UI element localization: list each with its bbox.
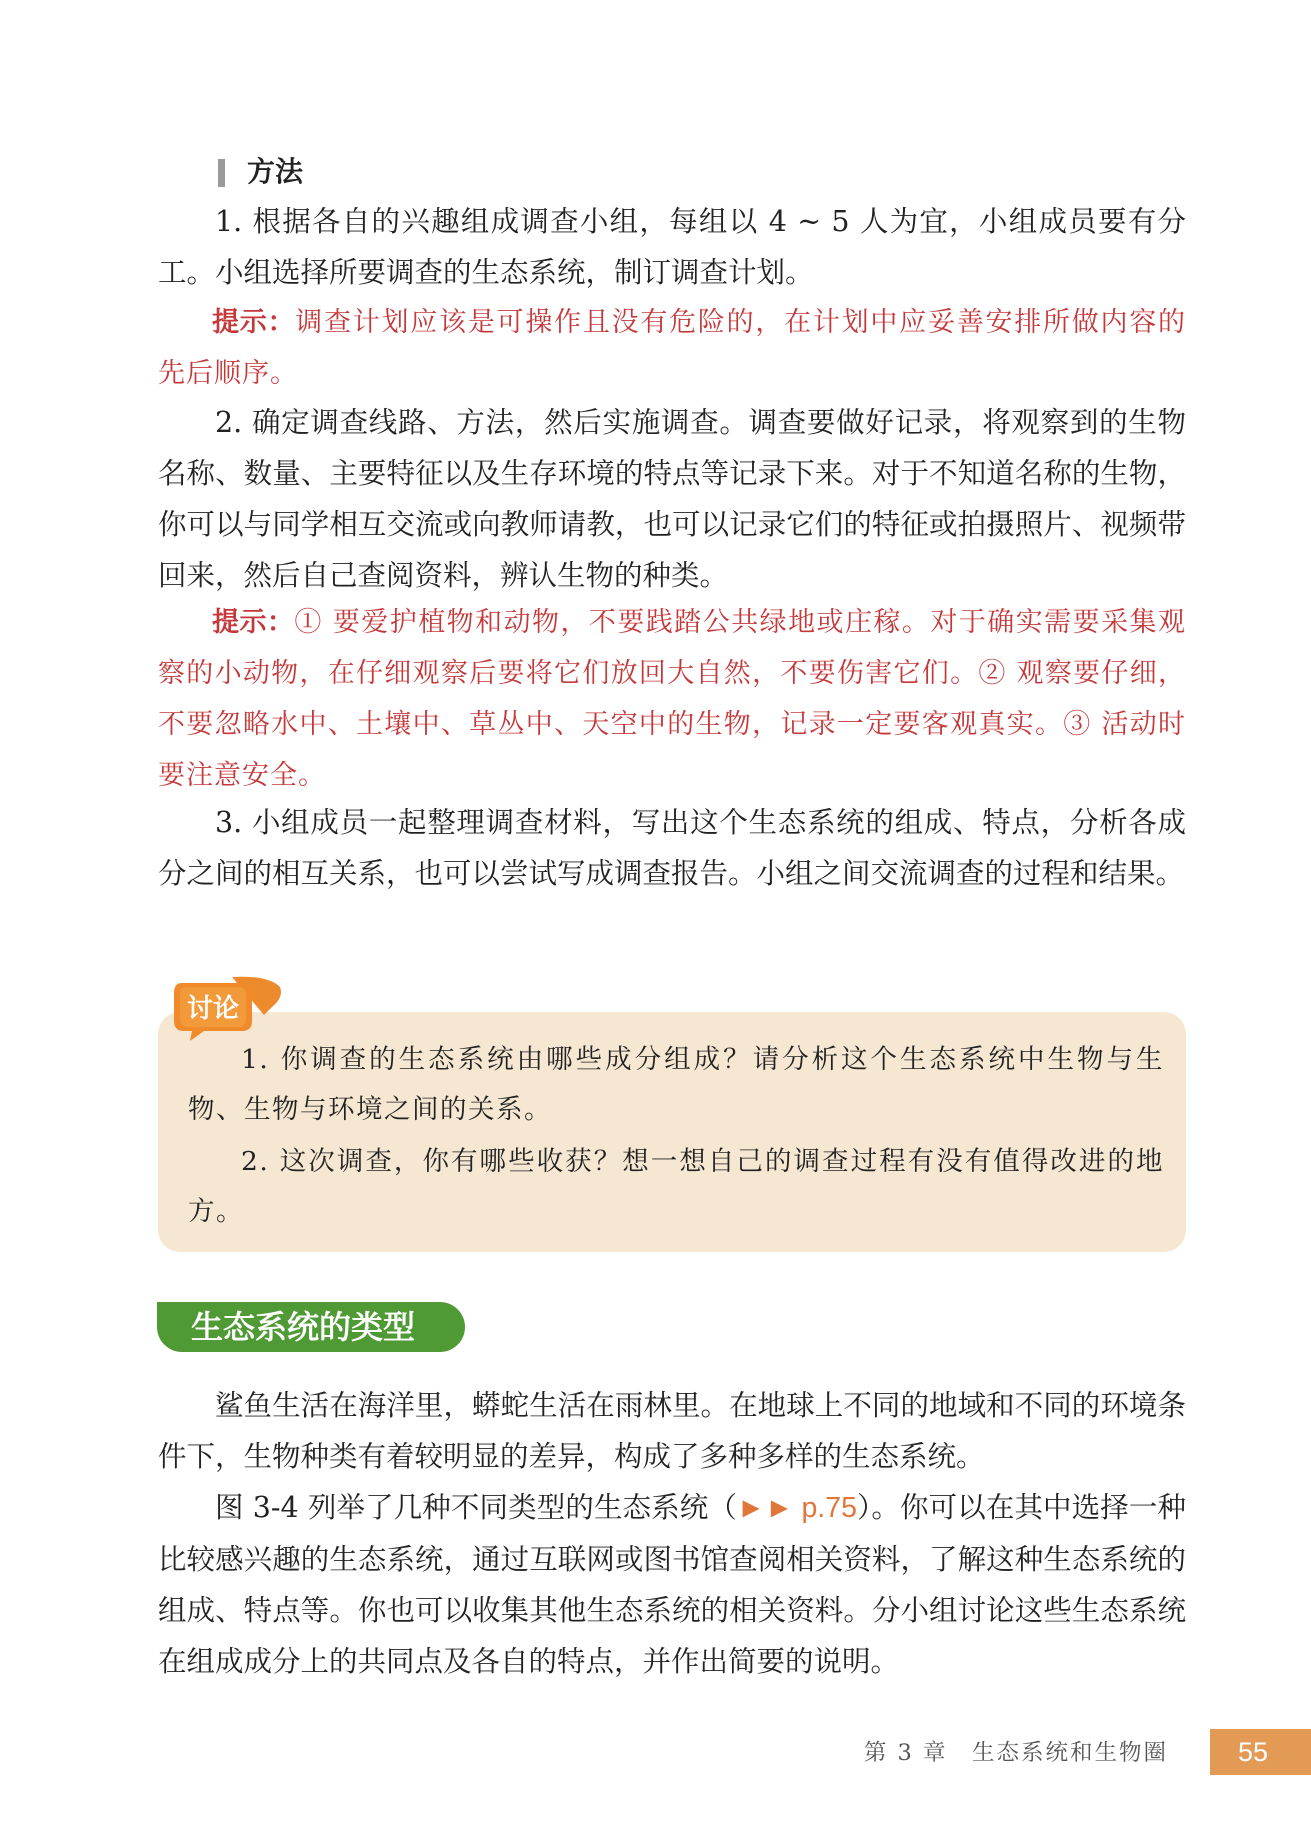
types-section-heading: 生态系统的类型 [157,1302,465,1352]
step-3-paragraph: 3. 小组成员一起整理调查材料，写出这个生态系统的组成、特点，分析各成分之间的相互关系，也可以尝试写成调查报告。小组之间交流调查的过程和结果。 [158,806,1186,890]
page-reference-link[interactable]: ►► p.75 [737,1492,857,1524]
page-number: 55 [1210,1729,1311,1775]
tip-2 [158,597,1186,801]
step-1-paragraph: 1. 根据各自的兴趣组成调查小组，每组以 4 ~ 5 人为宜，小组成员要有分工。小组选择所要调查的生态系统，制订调查计划。 [158,205,1186,289]
footer-chapter: 第 3 章 生态系统和生物圈 [863,1740,1168,1766]
types-paragraph-2: 图 3-4 列举了几种不同类型的生态系统（►► p.75）。你可以在其中选择一种比较感兴趣的生态系统，通过互联网或图书馆查阅相关资料，了解这种生态系统的组成、特点等。你也可以收集其他生态系统的相关资料。分小组讨论这些生态系统在组成成分上的共同点及各自的特点，并作出简要的说明。 [158,1491,1186,1678]
tip-2-text: ① 要爱护植物和动物，不要践踏公共绿地或庄稼。对于确实需要采集观察的小动物，在仔细观察后要将它们放回大自然，不要伤害它们。② 观察要仔细，不要忽略水中、土壤中、草丛中、天空中的生物，记录一定要客观真实。③ 活动时要注意安全。 [158,607,1186,791]
step-2-paragraph: 2. 确定调查线路、方法，然后实施调查。调查要做好记录，将观察到的生物名称、数量、主要特征以及生存环境的特点等记录下来。对于不知道名称的生物，你可以与同学相互交流或向教师请教，也可以记录它们的特征或拍摄照片、视频带回来，然后自己查阅资料，辨认生物的种类。 [158,406,1186,592]
tip-2-label: 提示： [212,607,295,638]
tip-1-label: 提示： [212,307,296,338]
discussion-question-1: 1. 你调查的生态系统由哪些成分组成？请分析这个生态系统中生物与生物、生物与环境之间的关系。 [188,1044,1164,1125]
types-paragraph-1: 鲨鱼生活在海洋里，蟒蛇生活在雨林里。在地球上不同的地域和不同的环境条件下，生物种类有着较明显的差异，构成了多种多样的生态系统。 [158,1389,1186,1473]
discussion-question-2: 2. 这次调查，你有哪些收获？想一想自己的调查过程有没有值得改进的地方。 [188,1146,1164,1227]
method-heading: 方法 [247,155,304,188]
discussion-badge [168,975,284,1041]
tip-1-text: 调查计划应该是可操作且没有危险的，在计划中应妥善安排所做内容的先后顺序。 [158,307,1187,389]
tip-1 [158,297,1186,399]
discussion-badge-text: 讨论 [186,994,240,1024]
